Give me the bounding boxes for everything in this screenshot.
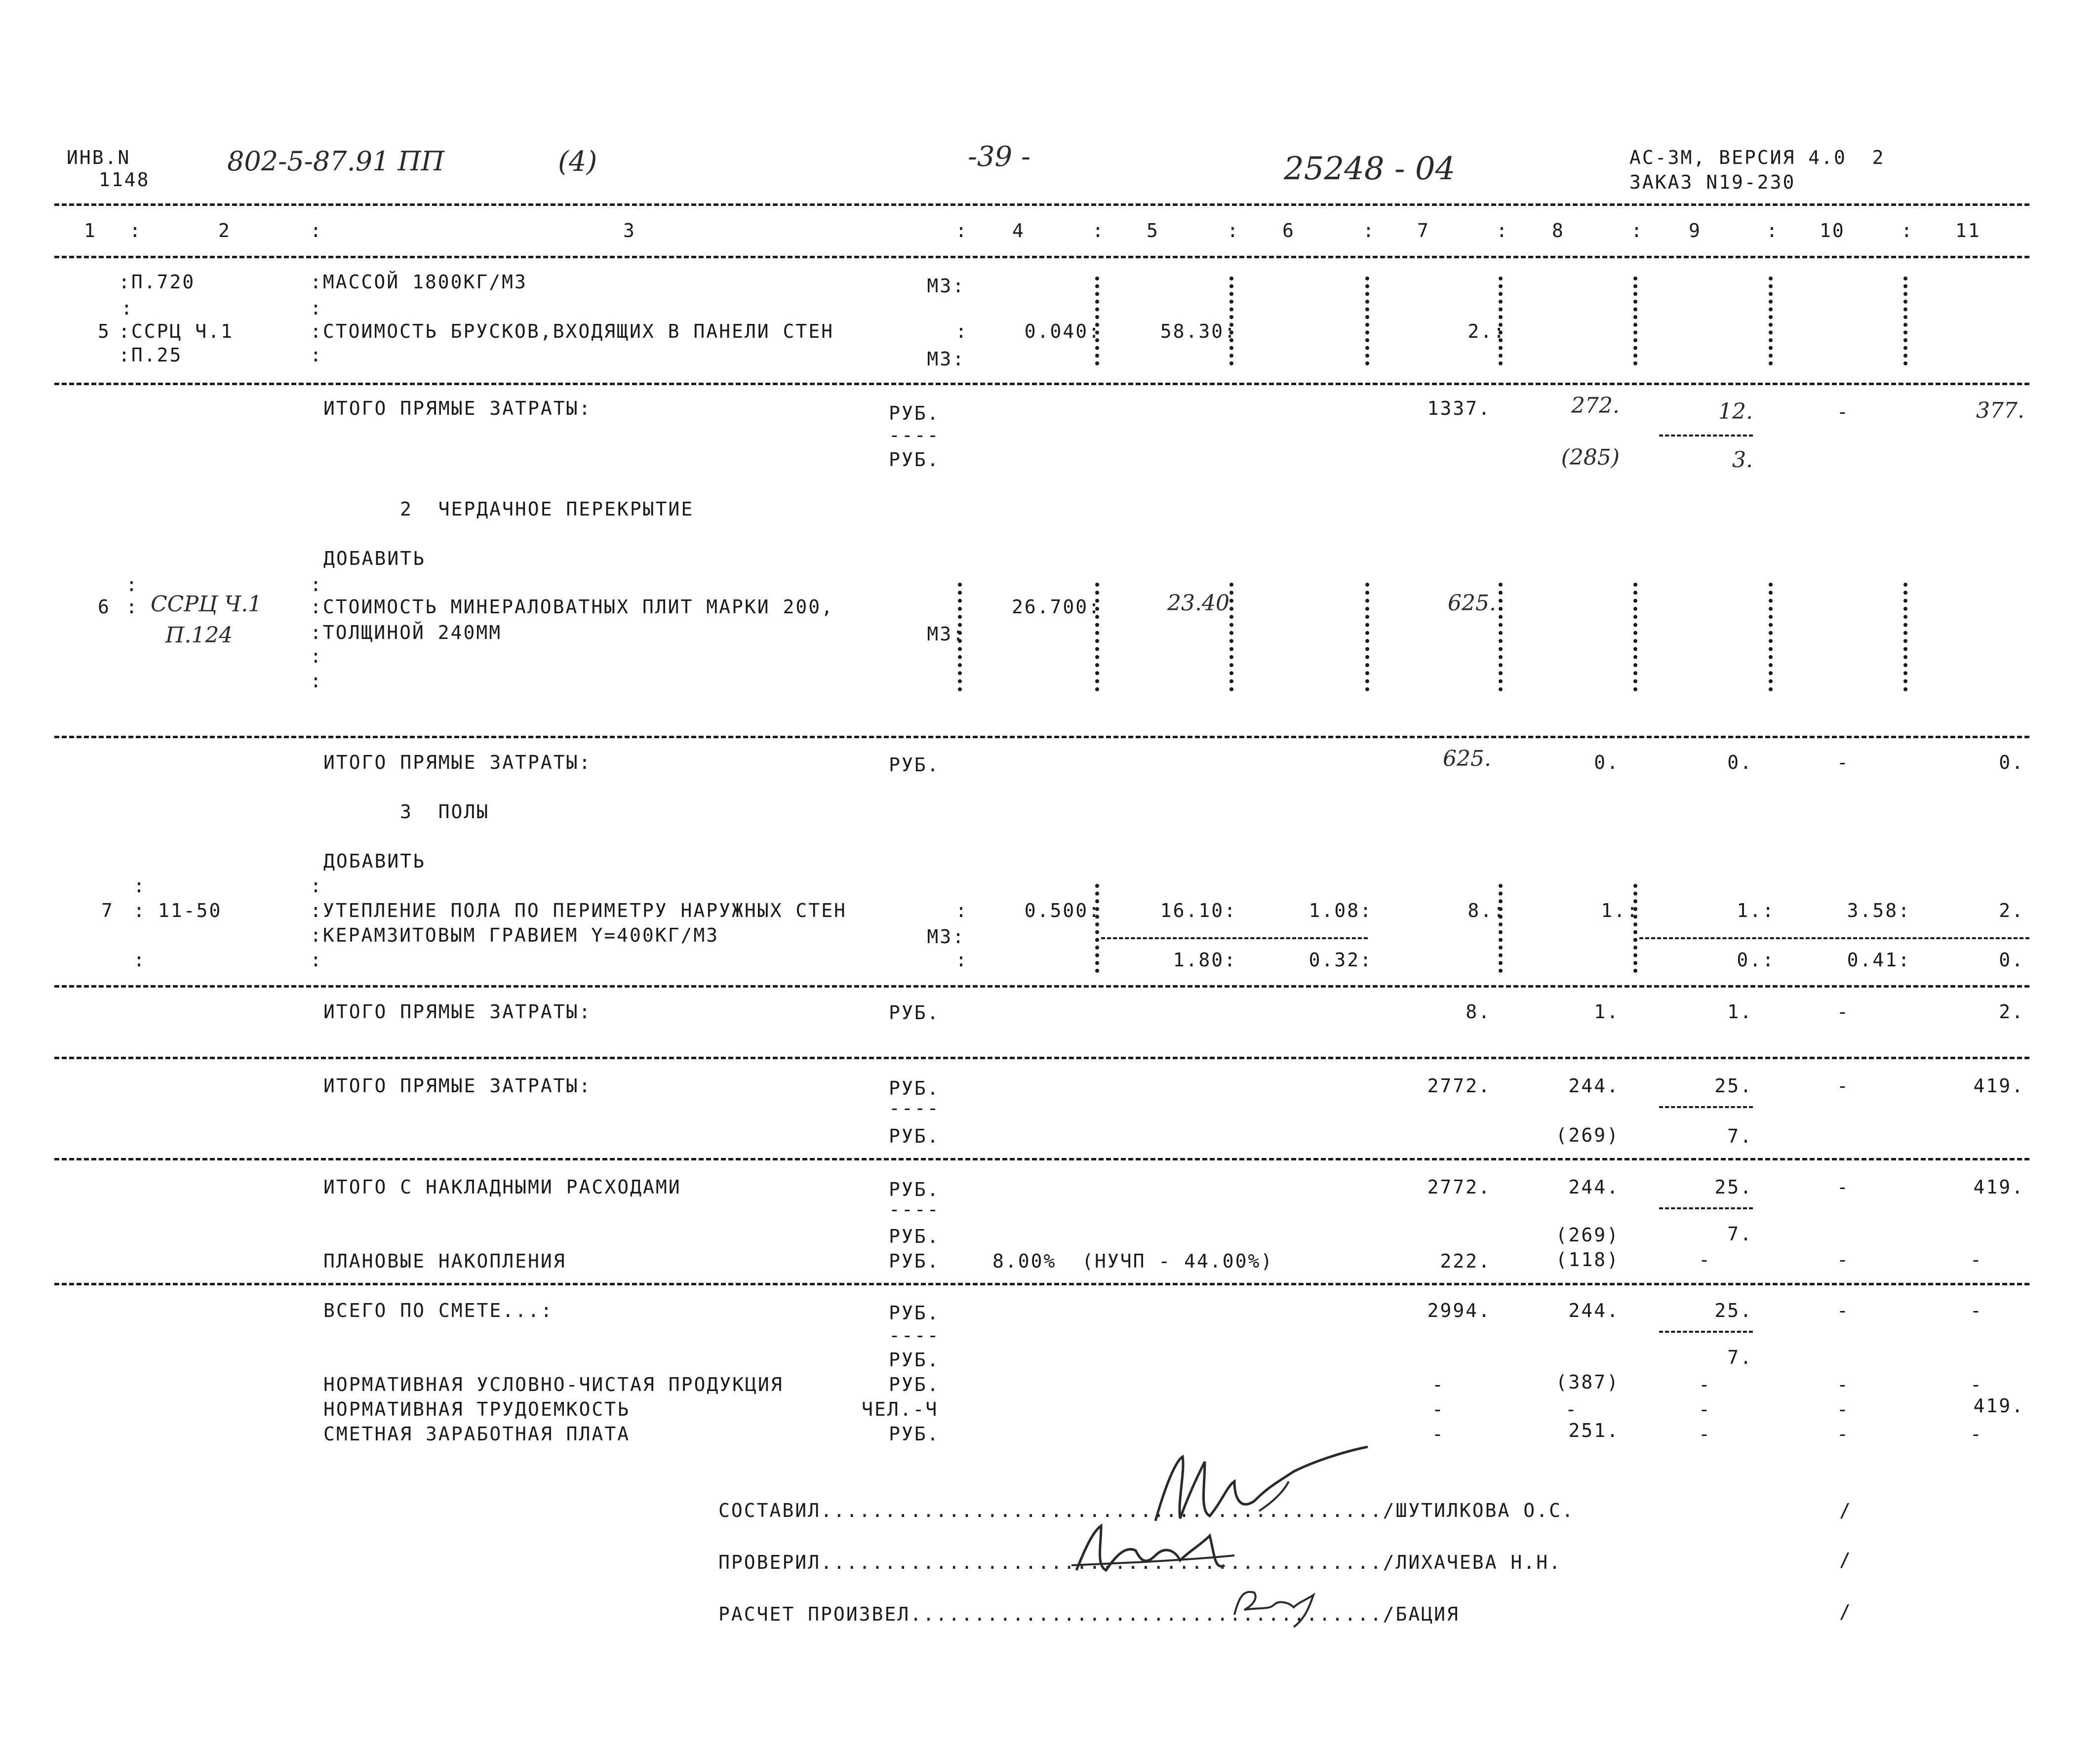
cell-other: - — [1970, 1374, 1983, 1395]
cell-wages: 244. — [1568, 1176, 1620, 1198]
column-header: 10 — [1820, 220, 1845, 241]
unit: РУБ. — [889, 754, 940, 776]
divider — [54, 1057, 2029, 1059]
estimate-page: ИНВ.N 1148 802-5-87.91 ПП (4) -39 - 25248 - 04 АС-3М, ВЕРСИЯ 4.0 2 ЗАКАЗ N19-230 1 : 2 : 3 : 4 : 5 : 6 : 7 : 8 : 9 : 10 : 11 :П.720 :МАССОЙ 1800КГ/М3 М3: : : 5 :ССРЦ Ч.1 :СТОИМОСТЬ БРУСКОВ,ВХОДЯЩИХ В ПАНЕЛИ СТЕН : 0.040: 58.30: 2.: :П.25 : М3: ИТОГО ПРЯМЫЕ ЗАТРАТЫ: РУБ. ---- РУБ. 1337. 272. (285) 12. 3. - 377. 2 ЧЕРДАЧНОЕ ПЕРЕКРЫТИЕ ДОБАВИТЬ : : 6 : ССРЦ Ч.1 П.124 :СТОИМОСТЬ МИНЕРАЛОВАТНЫХ ПЛИТ МАРКИ 200, :ТОЛЩИНОЙ 240ММ М3: : : 26.700: 23.40 625. ИТОГО ПРЯМЫЕ ЗАТРАТЫ: РУБ. 625. 0. 0. - 0. 3 ПОЛЫ ДОБАВИТЬ : : 7 : 11-50 :УТЕПЛЕНИЕ ПОЛА ПО ПЕРИМЕТРУ НАРУЖНЫХ СТЕН :КЕРАМЗИТОВЫМ ГРАВИЕМ Y=400КГ/М3 М3: : : : : 0.500: 16.10: 1.08: 8.: 1.: 1.: 3.58: 2. 1.80: 0.32: 0.: 0.41: 0. ИТОГО ПРЯМЫЕ ЗАТРАТЫ: РУБ. 8. 1. 1. - 2. ИТОГО ПРЯМЫЕ ЗАТРАТЫ: РУБ. ---- РУБ. 2772. 244. (269) 25. 7. - 419. ИТОГО С НАКЛАДНЫМИ РАСХОДАМИ РУБ. ---- РУБ. 2772. 244. (269) 25. 7. - 419. ПЛАНОВЫЕ НАКОПЛЕНИЯ РУБ. 8.00% (НУЧП - 44.00%) 222. (118) - - - ВСЕГО ПО СМЕТЕ...: РУБ. ---- РУБ. 2994. 244. 25. 7. - - НОРМАТИВНАЯ УСЛОВНО-ЧИСТАЯ ПРОДУКЦИЯ РУБ. - (387) - - - НОРМАТИВНАЯ ТРУДОЕМКОСТЬ ЧЕЛ.-Ч - - - - 419. СМЕТНАЯ ЗАРАБОТНАЯ ПЛАТА РУБ. - 251. - - - СОСТАВИЛ............................................/ШУТИЛКОВА О.С. / ПРОВЕРИЛ............................................/ЛИХАЧЕВА Н.Н. / РАСЧЕТ ПРОИЗВЕЛ...................................../БАЦИЯ / — [0, 0, 2100, 1750]
norm-code: :П.25 — [119, 344, 183, 366]
unit: РУБ. — [889, 1423, 940, 1445]
column-separator — [1633, 277, 1641, 365]
unit: РУБ. — [889, 402, 940, 424]
cell-machines: 3. — [1732, 447, 1753, 473]
cell-unit-cost: 58.30: — [1160, 320, 1237, 342]
estimate-number: 25248 - 04 — [1284, 151, 1456, 187]
cell-wages: (269) — [1555, 1224, 1620, 1246]
cell-other: 419. — [1973, 1395, 2024, 1417]
unit-separator: ---- — [889, 1324, 940, 1346]
calculated-by: РАСЧЕТ ПРОИЗВЕЛ...................................../БАЦИЯ — [718, 1603, 1460, 1625]
cell-total-cost: 8. — [1466, 1001, 1491, 1023]
cell-wages: 251. — [1568, 1420, 1620, 1441]
column-header: 4 — [1012, 220, 1025, 241]
cell-empty: - — [1837, 1398, 1850, 1420]
section-title: 2 ЧЕРДАЧНОЕ ПЕРЕКРЫТИЕ — [400, 498, 694, 520]
divider — [54, 985, 2029, 988]
cell-machines: - — [1699, 1249, 1711, 1271]
add-label: ДОБАВИТЬ — [323, 850, 426, 872]
norm-code: 11-50 — [158, 900, 222, 921]
inventory-number: 1148 — [99, 169, 150, 191]
cell-other: 419. — [1973, 1176, 2024, 1198]
cell-wages: 1.: — [1601, 900, 1639, 921]
divider — [54, 256, 2029, 258]
row-number: 6 — [98, 596, 111, 618]
cell-quantity: 0.040: — [1024, 320, 1101, 342]
divider — [1639, 937, 2029, 939]
unit: М3: — [927, 275, 965, 297]
column-header: 1 — [84, 220, 97, 241]
cell-unit-cost: 23.40 — [1167, 591, 1229, 616]
signature-slash: / — [1839, 1500, 1852, 1521]
cell-empty: - — [1837, 752, 1850, 773]
cell-other: - — [1970, 1300, 1983, 1321]
unit-separator: ---- — [889, 1097, 940, 1119]
unit: РУБ. — [889, 1125, 940, 1147]
cell-empty: - — [1837, 1423, 1850, 1445]
norm-code: :ССРЦ Ч.1 — [119, 320, 234, 342]
cell-empty: - — [1837, 1176, 1850, 1198]
divider — [1659, 435, 1753, 437]
cell-wages: 1. — [1594, 1001, 1620, 1023]
inventory-label: ИНВ.N — [67, 147, 131, 168]
cell-machines: 12. — [1718, 399, 1753, 424]
divider — [54, 383, 2029, 385]
subtotal-label: ИТОГО ПРЯМЫЕ ЗАТРАТЫ: — [323, 752, 592, 773]
cell-empty: - — [1837, 1249, 1850, 1271]
cell-empty: - — [1837, 1075, 1850, 1097]
cell-machines: 7. — [1727, 1223, 1753, 1245]
unit: ЧЕЛ.-Ч — [862, 1398, 939, 1420]
cell-total-cost: 625. — [1448, 591, 1496, 616]
unit: РУБ. — [889, 1302, 940, 1324]
cell-wages: (387) — [1555, 1371, 1620, 1393]
divider — [1659, 1207, 1753, 1209]
column-separator — [1903, 583, 1911, 691]
item-name: :КЕРАМЗИТОВЫМ ГРАВИЕМ Y=400КГ/М3 — [310, 924, 719, 946]
row-number: 7 — [101, 900, 114, 921]
item-name: :УТЕПЛЕНИЕ ПОЛА ПО ПЕРИМЕТРУ НАРУЖНЫХ СТЕН — [310, 900, 847, 921]
cell-wages: (269) — [1555, 1124, 1620, 1146]
cell-labor: 0.41: — [1847, 949, 1911, 971]
unit: М3: — [927, 926, 965, 948]
item-name: :СТОИМОСТЬ МИНЕРАЛОВАТНЫХ ПЛИТ МАРКИ 200, — [310, 596, 834, 618]
summary-label: НОРМАТИВНАЯ ТРУДОЕМКОСТЬ — [323, 1398, 631, 1420]
subtotal-label: ИТОГО ПРЯМЫЕ ЗАТРАТЫ: — [323, 398, 592, 419]
divider — [54, 1283, 2029, 1285]
column-separator — [1633, 583, 1641, 691]
software-version: АС-3М, ВЕРСИЯ 4.0 2 — [1629, 147, 1885, 168]
volume-number: (4) — [558, 146, 597, 178]
unit: РУБ. — [889, 1250, 940, 1272]
column-separator — [1769, 583, 1777, 691]
column-separator — [1229, 277, 1237, 365]
cell-other: 2. — [1999, 900, 2024, 921]
cell-total-cost: 625. — [1443, 746, 1491, 771]
signature-slash: / — [1839, 1601, 1852, 1623]
unit: РУБ. — [889, 1226, 940, 1247]
column-header: 5 — [1147, 220, 1159, 241]
column-separator — [1095, 583, 1103, 691]
cell-machines: - — [1699, 1374, 1711, 1395]
signature-slash: / — [1839, 1549, 1852, 1571]
column-header: 2 — [218, 220, 231, 241]
cell-total-cost: - — [1432, 1398, 1445, 1420]
subtotal-label: ИТОГО ПРЯМЫЕ ЗАТРАТЫ: — [323, 1001, 592, 1023]
column-header: 8 — [1552, 220, 1565, 241]
cell-wages: (118) — [1555, 1249, 1620, 1271]
cell-total-cost: 2.: — [1467, 320, 1506, 342]
column-separator — [1365, 583, 1373, 691]
cell-other: - — [1970, 1423, 1983, 1445]
order-number: ЗАКАЗ N19-230 — [1629, 171, 1796, 193]
cell-machines: 0.: — [1737, 949, 1775, 971]
cell-machines: 25. — [1714, 1075, 1753, 1097]
cell-machines: 0. — [1727, 752, 1753, 773]
planned-percent: 8.00% (НУЧП - 44.00%) — [992, 1250, 1274, 1272]
unit: РУБ. — [889, 1349, 940, 1371]
cell-total-cost: - — [1432, 1374, 1445, 1395]
row-number: 5 — [98, 320, 111, 342]
cell-total-cost: 2772. — [1427, 1176, 1491, 1198]
column-separator — [1229, 583, 1237, 691]
divider — [1101, 937, 1368, 939]
divider — [1659, 1106, 1753, 1108]
unit-separator: ---- — [889, 424, 940, 446]
divider — [1659, 1331, 1753, 1333]
cell-empty: - — [1837, 401, 1850, 423]
cell-machines: - — [1699, 1398, 1711, 1420]
cell-wages: 272. — [1571, 393, 1620, 418]
add-label: ДОБАВИТЬ — [323, 548, 426, 569]
cell-wages: 0. — [1594, 752, 1620, 773]
cell-other: 0. — [1999, 949, 2024, 971]
cell-wages: - — [1565, 1398, 1578, 1420]
cell-other: 419. — [1973, 1075, 2024, 1097]
cell-other: 377. — [1976, 398, 2024, 423]
divider — [54, 1158, 2029, 1160]
column-separator — [1095, 277, 1103, 365]
cell-unit-cost: 16.10: — [1160, 900, 1237, 921]
summary-label: ИТОГО С НАКЛАДНЫМИ РАСХОДАМИ — [323, 1176, 681, 1198]
cell-wages: (285) — [1561, 445, 1620, 470]
cell-unit-wage: 1.08: — [1308, 900, 1373, 921]
cell-wages: 244. — [1568, 1300, 1620, 1321]
signature-calculated — [1225, 1580, 1323, 1630]
divider — [54, 736, 2029, 738]
signature-checked — [1067, 1516, 1244, 1580]
unit: РУБ. — [889, 449, 940, 471]
item-name: :ТОЛЩИНОЙ 240ММ — [310, 622, 502, 643]
cell-wages: 244. — [1568, 1075, 1620, 1097]
divider — [54, 203, 2029, 206]
norm-code: ССРЦ Ч.1 — [151, 592, 262, 617]
cell-unit-cost: 1.80: — [1173, 949, 1237, 971]
summary-label: ИТОГО ПРЯМЫЕ ЗАТРАТЫ: — [323, 1075, 592, 1097]
cell-quantity: 26.700: — [1011, 596, 1101, 618]
cell-quantity: 0.500: — [1024, 900, 1101, 921]
unit: РУБ. — [889, 1179, 940, 1200]
cell-empty: - — [1837, 1001, 1850, 1023]
cell-total-cost: 2994. — [1427, 1300, 1491, 1321]
column-header: 3 — [623, 220, 636, 241]
section-title: 3 ПОЛЫ — [400, 801, 490, 823]
cell-unit-wage: 0.32: — [1308, 949, 1373, 971]
item-name: :СТОИМОСТЬ БРУСКОВ,ВХОДЯЩИХ В ПАНЕЛИ СТЕН — [310, 320, 834, 342]
summary-label: НОРМАТИВНАЯ УСЛОВНО-ЧИСТАЯ ПРОДУКЦИЯ — [323, 1374, 784, 1395]
column-separator — [1499, 884, 1506, 973]
column-header: 6 — [1282, 220, 1295, 241]
unit: РУБ. — [889, 1077, 940, 1099]
cell-total-cost: - — [1432, 1423, 1445, 1445]
column-separator — [1769, 277, 1777, 365]
column-separator — [1365, 277, 1373, 365]
summary-label: СМЕТНАЯ ЗАРАБОТНАЯ ПЛАТА — [323, 1423, 631, 1445]
norm-code: П.124 — [165, 623, 233, 648]
cell-machines: 1. — [1727, 1001, 1753, 1023]
item-name: :МАССОЙ 1800КГ/М3 — [310, 271, 527, 293]
column-separator — [1499, 277, 1506, 365]
compiled-by: СОСТАВИЛ............................................/ШУТИЛКОВА О.С. — [718, 1500, 1575, 1521]
column-separator — [1633, 884, 1641, 973]
cell-total-cost: 8.: — [1467, 900, 1506, 921]
cell-machines: 25. — [1714, 1300, 1753, 1321]
cell-labor: 3.58: — [1847, 900, 1911, 921]
summary-label: ПЛАНОВЫЕ НАКОПЛЕНИЯ — [323, 1250, 566, 1272]
column-separator — [1903, 277, 1911, 365]
column-separator — [1499, 583, 1506, 691]
unit-separator: ---- — [889, 1198, 940, 1220]
grand-total-label: ВСЕГО ПО СМЕТЕ...: — [323, 1300, 554, 1321]
cell-total-cost: 1337. — [1427, 398, 1491, 419]
cell-machines: 1.: — [1737, 900, 1775, 921]
cell-machines: 7. — [1727, 1347, 1753, 1368]
cell-other: 0. — [1999, 752, 2024, 773]
column-header: 11 — [1955, 220, 1981, 241]
cell-machines: - — [1699, 1423, 1711, 1445]
norm-code: :П.720 — [119, 271, 196, 293]
cell-other: - — [1970, 1249, 1983, 1271]
column-separator — [1095, 884, 1103, 973]
cell-other: 2. — [1999, 1001, 2024, 1023]
column-header: 9 — [1689, 220, 1702, 241]
unit: РУБ. — [889, 1374, 940, 1395]
unit: М3: — [927, 348, 965, 370]
unit: М3: — [927, 623, 965, 645]
cell-empty: - — [1837, 1374, 1850, 1395]
column-separator — [958, 583, 966, 691]
column-header: 7 — [1417, 220, 1430, 241]
checked-by: ПРОВЕРИЛ............................................/ЛИХАЧЕВА Н.Н. — [718, 1551, 1562, 1573]
cell-empty: - — [1837, 1300, 1850, 1321]
cell-machines: 25. — [1714, 1176, 1753, 1198]
cell-machines: 7. — [1727, 1125, 1753, 1147]
project-code: 802-5-87.91 ПП — [227, 146, 444, 177]
page-number: -39 - — [968, 141, 1030, 173]
cell-total-cost: 2772. — [1427, 1075, 1491, 1097]
unit: РУБ. — [889, 1002, 940, 1024]
cell-total-cost: 222. — [1440, 1250, 1491, 1272]
